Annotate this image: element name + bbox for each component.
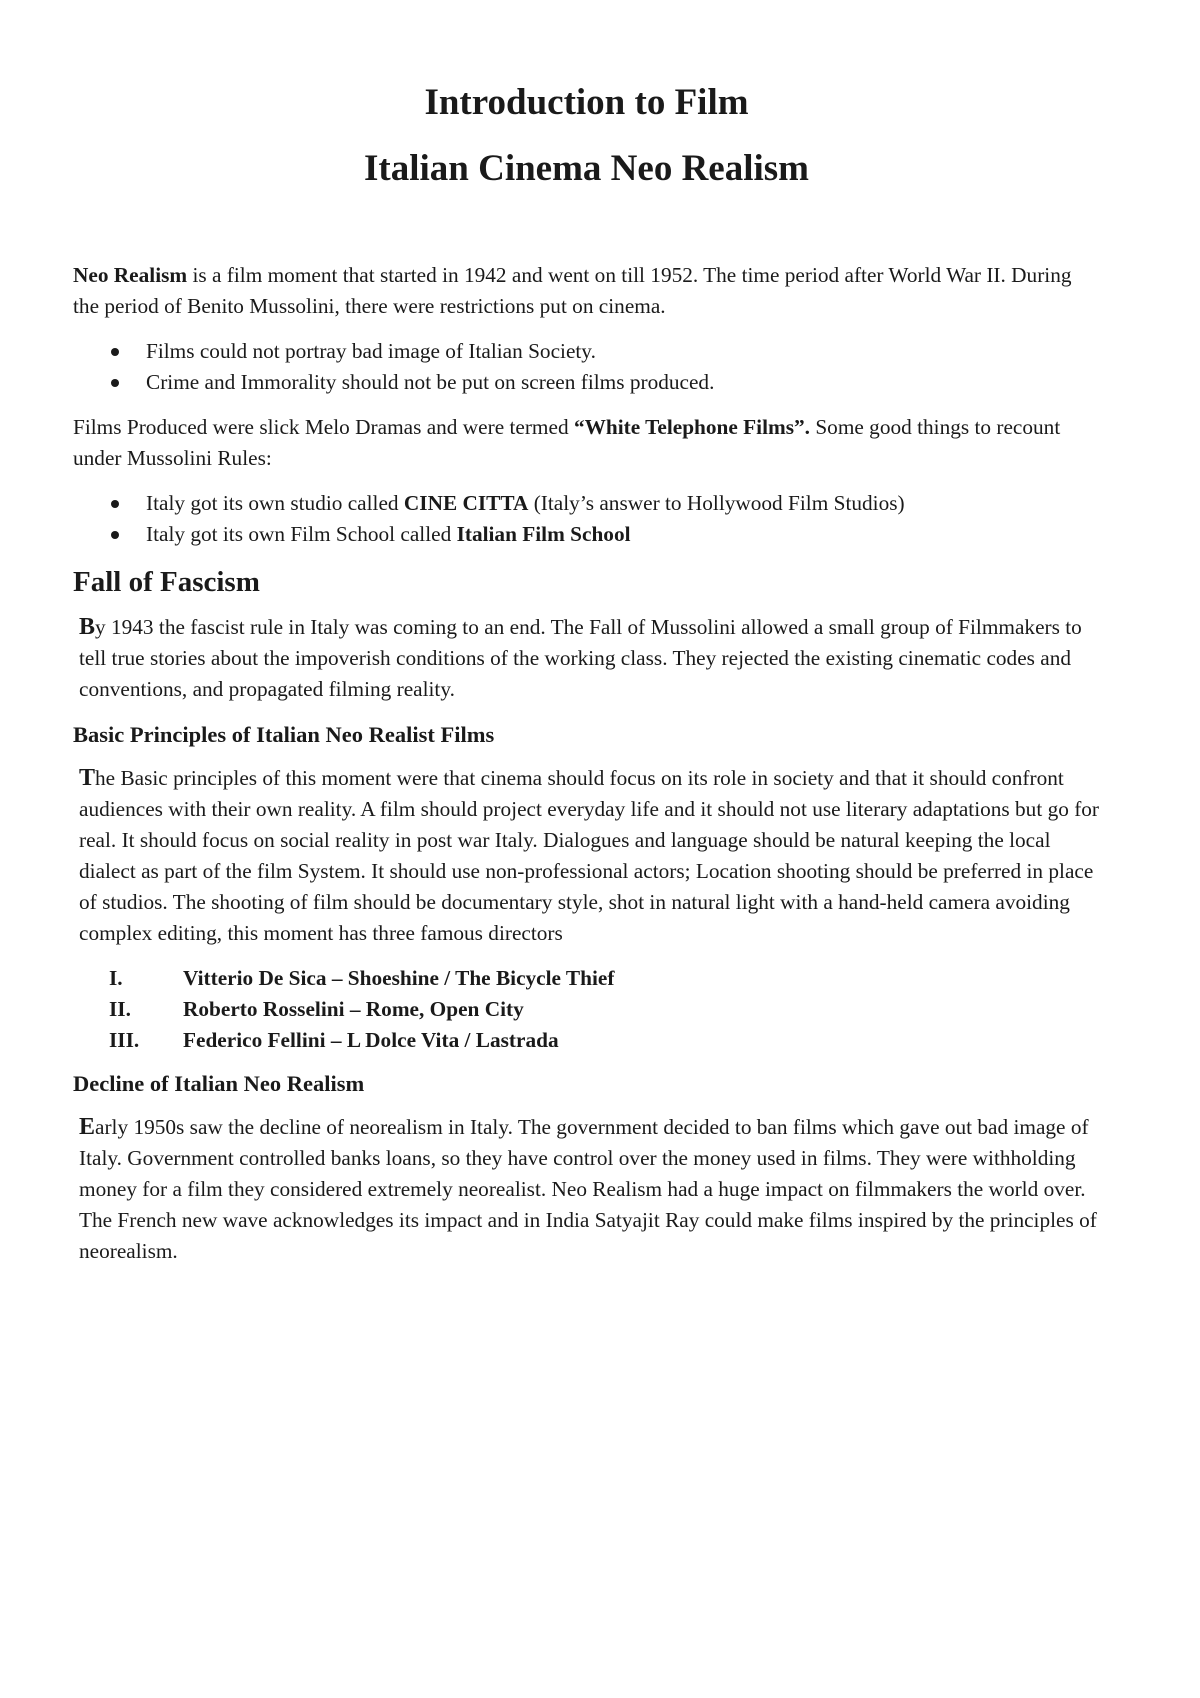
white-telephone-films-term: “White Telephone Films”. xyxy=(573,415,811,439)
list-item: Crime and Immorality should not be put on screen films produced. xyxy=(146,367,1100,398)
fall-dropcap: B xyxy=(79,614,96,640)
list-item-text-after: (Italy’s answer to Hollywood Film Studios) xyxy=(528,491,905,515)
principles-paragraph xyxy=(73,763,1100,949)
principles-text: he Basic principles of this moment were that cinema should focus on its role in society and that it should confront audiences with their own reality. A film should project everyday life and it should not use literary adaptations but go for real. It should focus on social reality in post war Italy. Dialogues and language should be natural keeping the local dialect as part of the film System. It should use non-professional actors; Location shooting should be preferred in place of studios. The shooting of film should be documentary style, shot in natural light with a hand-held camera avoiding complex editing, this moment has three famous directors xyxy=(79,766,1100,945)
principles-heading: Basic Principles of Italian Neo Realist Films xyxy=(73,722,495,747)
decline-heading: Decline of Italian Neo Realism xyxy=(73,1071,365,1096)
document-title: Introduction to Film xyxy=(424,82,749,123)
intro-paragraph xyxy=(73,260,1100,322)
restrictions-list xyxy=(73,336,1100,398)
intro-bold-term: Neo Realism xyxy=(73,263,188,287)
director-entry: Federico Fellini – L Dolce Vita / Lastrada xyxy=(183,1028,559,1052)
list-item-bold: Italian Film School xyxy=(456,522,631,546)
intro-text: is a film moment that started in 1942 and went on till 1952. The time period after World War II. During the period of Benito Mussolini, there were restrictions put on cinema. xyxy=(73,263,1072,318)
fall-paragraph xyxy=(73,612,1100,705)
principles-dropcap: T xyxy=(79,765,96,791)
title-block xyxy=(73,70,1100,202)
document-subtitle: Italian Cinema Neo Realism xyxy=(364,148,809,189)
list-number: I. xyxy=(109,966,123,990)
films-produced-paragraph xyxy=(73,412,1100,474)
list-number: III. xyxy=(109,1028,140,1052)
directors-list xyxy=(73,963,1100,1056)
good-things-list xyxy=(73,488,1100,550)
films-produced-text-after: Some good things to recount under Mussolini Rules: xyxy=(73,415,1061,470)
list-item-text: Italy got its own Film School called xyxy=(146,522,457,546)
director-entry: Roberto Rosselini – Rome, Open City xyxy=(183,997,524,1021)
fall-of-fascism-heading: Fall of Fascism xyxy=(73,566,260,598)
director-entry: Vitterio De Sica – Shoeshine / The Bicycle Thief xyxy=(183,966,615,990)
list-item xyxy=(73,963,1100,994)
decline-paragraph xyxy=(73,1112,1100,1267)
list-item-bold: CINE CITTA xyxy=(403,491,529,515)
list-item xyxy=(73,1025,1100,1056)
list-item xyxy=(146,519,1100,550)
list-item xyxy=(146,488,1100,519)
films-produced-text: Films Produced were slick Melo Dramas and were termed xyxy=(73,415,574,439)
decline-text: arly 1950s saw the decline of neorealism in Italy. The government decided to ban films which gave out bad image of Italy. Government controlled banks loans, so they have control over the money used in films. They were withholding money for a film they considered extremely neorealist. Neo Realism had a huge impact on filmmakers the world over. The French new wave acknowledges its impact and in India Satyajit Ray could make films inspired by the principles of neorealism. xyxy=(79,1115,1097,1263)
list-item xyxy=(73,994,1100,1025)
list-item-text: Italy got its own studio called xyxy=(146,491,404,515)
list-item: Films could not portray bad image of Italian Society. xyxy=(146,336,1100,367)
fall-text: y 1943 the fascist rule in Italy was coming to an end. The Fall of Mussolini allowed a small group of Filmmakers to tell true stories about the impoverish conditions of the working class. They rejected the existing cinematic codes and conventions, and propagated filming reality. xyxy=(79,615,1082,701)
decline-dropcap: E xyxy=(79,1114,96,1140)
list-number: II. xyxy=(109,997,131,1021)
